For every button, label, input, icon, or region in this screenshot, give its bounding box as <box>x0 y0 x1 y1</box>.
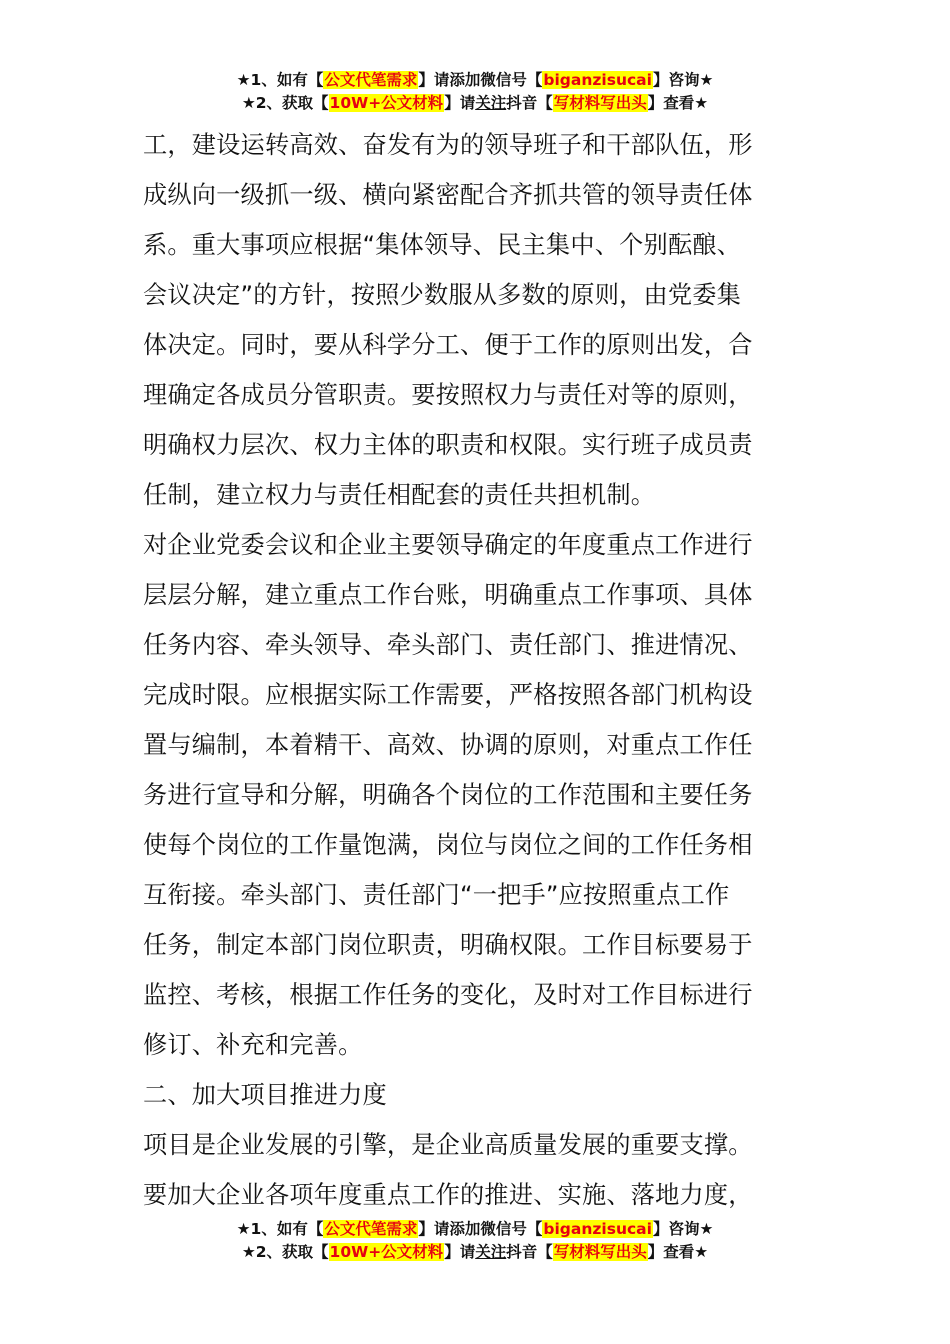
banner-text: ★2、获取【 <box>241 94 329 112</box>
paragraph-2 <box>143 520 815 1070</box>
text-line: 任制，建立权力与责任相配套的责任共担机制。 <box>143 481 656 509</box>
banner-text: 】查看★ <box>647 94 709 112</box>
highlighted-account-name: 写材料写出头 <box>553 94 647 112</box>
header-promo-line-1 <box>0 69 950 92</box>
banner-text: ★1、如有【 <box>236 1220 324 1238</box>
banner-text: ★2、获取【 <box>241 1243 329 1261</box>
document-body <box>143 120 815 1220</box>
banner-text: 】查看★ <box>647 1243 709 1261</box>
highlighted-wechat-id: biganzisucai <box>543 71 652 89</box>
text-line: 任务内容、牵头领导、牵头部门、责任部门、推进情况、 <box>143 631 753 659</box>
text-line: 成纵向一级抓一级、横向紧密配合齐抓共管的领导责任体 <box>143 181 753 209</box>
banner-text: 】咨询★ <box>652 71 714 89</box>
text-line: 置与编制，本着精干、高效、协调的原则，对重点工作任 <box>143 731 753 759</box>
text-line: 务进行宣导和分解，明确各个岗位的工作范围和主要任务 <box>143 781 753 809</box>
banner-text: 抖音【 <box>506 94 553 112</box>
text-line: 完成时限。应根据实际工作需要，严格按照各部门机构设 <box>143 681 753 709</box>
text-line: 互衔接。牵头部门、责任部门“一把手”应按照重点工作 <box>143 881 730 909</box>
highlighted-text: 10W+公文材料 <box>329 1243 444 1261</box>
paragraph-3 <box>143 1120 815 1220</box>
paragraph-1 <box>143 120 815 520</box>
banner-text: 加 <box>464 71 481 89</box>
highlighted-text: 公文代笔需求 <box>324 71 418 89</box>
text-line: 使每个岗位的工作量饱满，岗位与岗位之间的工作任务相 <box>143 831 753 859</box>
text-line: 监控、考核，根据工作任务的变化，及时对工作目标进行 <box>143 981 753 1009</box>
underlined-text: 关注 <box>475 1243 507 1261</box>
banner-text: 】咨询★ <box>652 1220 714 1238</box>
header-promo-line-2 <box>0 92 950 115</box>
banner-text: 微信号【 <box>480 1220 543 1238</box>
text-line: 层层分解，建立重点工作台账，明确重点工作事项、具体 <box>143 581 753 609</box>
footer-promo-banner <box>0 1218 950 1264</box>
text-line: 系。重大事项应根据“集体领导、民主集中、个别酝酿、 <box>143 231 742 259</box>
banner-text: 】请添 <box>418 1220 465 1238</box>
banner-text: 】请 <box>444 94 476 112</box>
underlined-text: 关注 <box>475 94 507 112</box>
text-line: 理确定各成员分管职责。要按照权力与责任对等的原则， <box>143 381 753 409</box>
header-promo-banner <box>0 69 950 115</box>
text-line: 会议决定”的方针，按照少数服从多数的原则，由党委集 <box>143 281 742 309</box>
section-heading: 二、加大项目推进力度 <box>143 1081 387 1109</box>
text-line: 对企业党委会议和企业主要领导确定的年度重点工作进行 <box>143 531 753 559</box>
text-line: 修订、补充和完善。 <box>143 1031 363 1059</box>
banner-text: 抖音【 <box>506 1243 553 1261</box>
banner-text: 微信号【 <box>480 71 543 89</box>
text-line: 工，建设运转高效、奋发有为的领导班子和干部队伍，形 <box>143 131 753 159</box>
banner-text: 】请添 <box>418 71 465 89</box>
highlighted-text: 10W+公文材料 <box>329 94 444 112</box>
highlighted-wechat-id: biganzisucai <box>543 1220 652 1238</box>
text-line: 项目是企业发展的引擎，是企业高质量发展的重要支撑。 <box>143 1131 753 1159</box>
text-line: 要加大企业各项年度重点工作的推进、实施、落地力度， <box>143 1181 753 1209</box>
banner-text: 加 <box>464 1220 481 1238</box>
banner-text: 】请 <box>444 1243 476 1261</box>
footer-promo-line-2 <box>0 1241 950 1264</box>
text-line: 任务，制定本部门岗位职责，明确权限。工作目标要易于 <box>143 931 753 959</box>
footer-promo-line-1 <box>0 1218 950 1241</box>
text-line: 体决定。同时，要从科学分工、便于工作的原则出发，合 <box>143 331 753 359</box>
banner-text: ★1、如有【 <box>236 71 324 89</box>
highlighted-account-name: 写材料写出头 <box>553 1243 647 1261</box>
text-line: 明确权力层次、权力主体的职责和权限。实行班子成员责 <box>143 431 753 459</box>
highlighted-text: 公文代笔需求 <box>324 1220 418 1238</box>
